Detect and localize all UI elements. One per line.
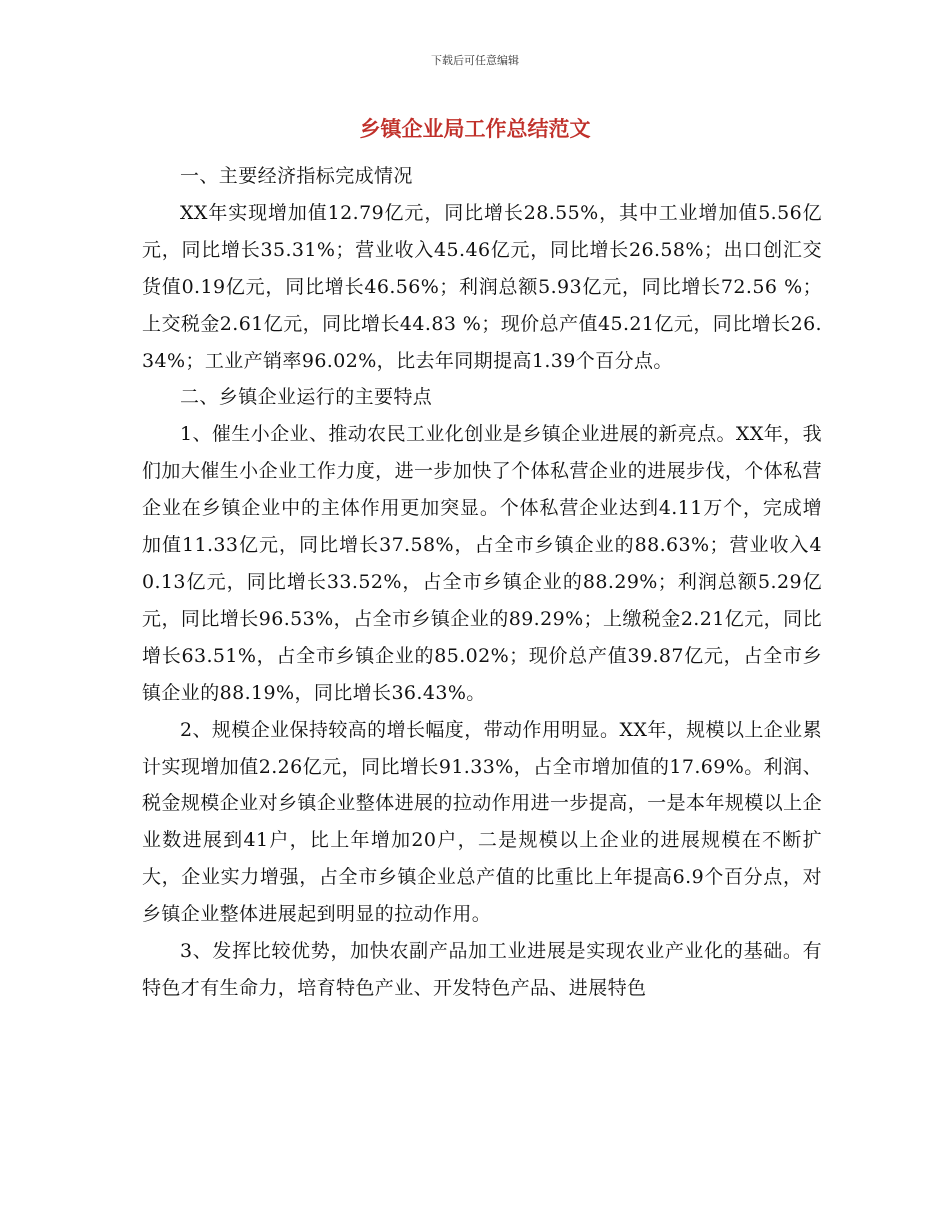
paragraph: XX年实现增加值12.79亿元，同比增长28.55%，其中工业增加值5.56亿元，同比增长35.31%；营业收入45.46亿元，同比增长26.58%；出口创汇交货值0.19亿元，同比增长46.56%；利润总额5.93亿元，同比增长72.56 %；上交税金2.61亿元，同比增长44.83 %；现价总产值45.21亿元，同比增长26.34%；工业产销率96.02%，比去年同期提高1.39个百分点。	[142, 201, 822, 372]
page-header-note: 下载后可任意编辑	[431, 54, 519, 67]
section-heading-2: 二、乡镇企业运行的主要特点	[180, 386, 433, 409]
paragraph: 3、发挥比较优势，加快农副产品加工业进展是实现农业产业化的基础。有特色才有生命力，培育特色产业、开发特色产品、进展特色	[142, 940, 822, 999]
document-title: 乡镇企业局工作总结范文	[359, 117, 591, 141]
document-body	[142, 158, 822, 1007]
paragraph: 1、催生小企业、推动农民工业化创业是乡镇企业进展的新亮点。XX年，我们加大催生小企业工作力度，进一步加快了个体私营企业的进展步伐，个体私营企业在乡镇企业中的主体作用更加突显。个体私营企业达到4.11万个，完成增加值11.33亿元，同比增长37.58%，占全市乡镇企业的88.63%；营业收入40.13亿元，同比增长33.52%，占全市乡镇企业的88.29%；利润总额5.29亿元，同比增长96.53%，占全市乡镇企业的89.29%；上缴税金2.21亿元，同比增长63.51%，占全市乡镇企业的85.02%；现价总产值39.87亿元，占全市乡镇企业的88.19%，同比增长36.43%。	[142, 423, 822, 704]
paragraph: 2、规模企业保持较高的增长幅度，带动作用明显。XX年，规模以上企业累计实现增加值2.26亿元，同比增长91.33%，占全市增加值的17.69%。利润、税金规模企业对乡镇企业整体进展的拉动作用进一步提高，一是本年规模以上企业数进展到41户，比上年增加20户，二是规模以上企业的进展规模在不断扩大，企业实力增强，占全市乡镇企业总产值的比重比上年提高6.9个百分点，对乡镇企业整体进展起到明显的拉动作用。	[142, 718, 822, 926]
section-heading-1: 一、主要经济指标完成情况	[180, 165, 413, 187]
